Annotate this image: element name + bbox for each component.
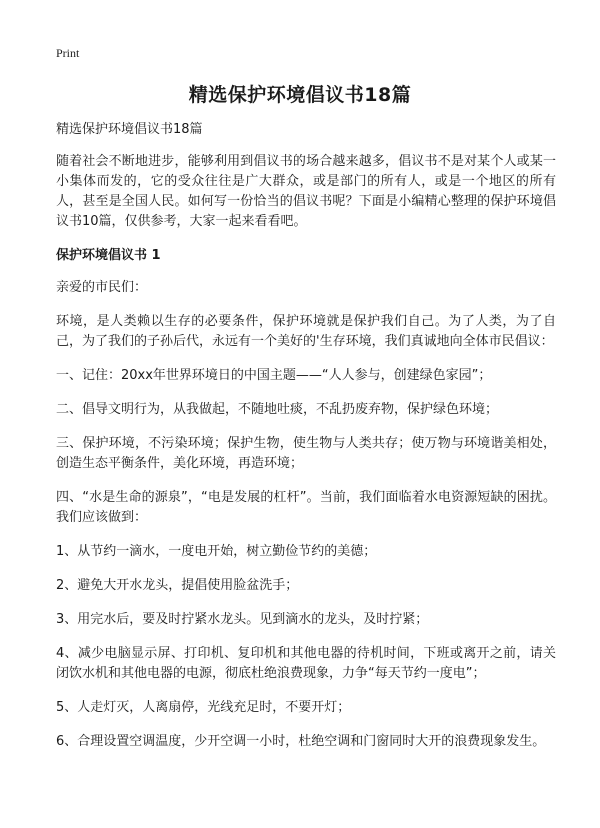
paragraph-item-3: 三、保护环境，不污染环境；保护生物，使生物与人类共存；使万物与环境谐美相处，创造生态平衡条件，美化环境，再造环境； (56, 436, 556, 471)
intro-paragraph: 随着社会不断地进步，能够利用到倡议书的场合越来越多，倡议书不是对某个人或某一小集体而发的，它的受众往往是广大群众，或是部门的所有人，或是一个地区的所有人，甚至是全国人民。如何写一份恰当的倡议书呢？下面是小编精心整理的保护环境倡议书10篇，仅供参考，大家一起来看看吧。 (56, 154, 556, 229)
paragraph-item-1: 一、记住：20xx年世界环境日的中国主题——“人人参与，创建绿色家园”； (56, 368, 492, 383)
document-subtitle: 精选保护环境倡议书18篇 (56, 122, 203, 137)
paragraph-sub-6: 6、合理设置空调温度，少开空调一小时，杜绝空调和门窗同时大开的浪费现象发生。 (56, 734, 546, 749)
section-heading: 保护环境倡议书 1 (56, 248, 161, 263)
paragraph-item-2: 二、倡导文明行为，从我做起，不随地吐痰，不乱扔废弃物，保护绿色环境； (56, 402, 499, 417)
paragraph-sub-1: 1、从节约一滴水，一度电开始，树立勤俭节约的美德； (56, 544, 377, 559)
print-link[interactable]: Print (56, 46, 80, 60)
paragraph-greeting: 亲爱的市民们： (56, 280, 148, 295)
paragraph-opening: 环境，是人类赖以生存的必要条件，保护环境就是保护我们自己。为了人类，为了自己，为了我们的子孙后代，永远有一个美好的'生存环境，我们真诚地向全体市民倡议： (56, 314, 556, 349)
page-title: 精选保护环境倡议书18篇 (188, 84, 412, 106)
paragraph-sub-4: 4、减少电脑显示屏、打印机、复印机和其他电器的待机时间，下班或离开之前，请关闭饮水机和其他电器的电源，彻底杜绝浪费现象，力争“每天节约一度电”； (56, 646, 556, 681)
paragraph-sub-2: 2、避免大开水龙头，提倡使用脸盆洗手； (56, 578, 299, 593)
paragraph-sub-3: 3、用完水后，要及时拧紧水龙头。见到滴水的龙头，及时拧紧； (56, 612, 429, 627)
paragraph-sub-5: 5、人走灯灭，人离扇停，光线充足时，不要开灯； (56, 700, 351, 715)
document-body (56, 120, 556, 766)
paragraph-item-4: 四、“水是生命的源泉”，“电是发展的杠杆”。当前，我们面临着水电资源短缺的困扰。我们应该做到： (56, 490, 556, 525)
